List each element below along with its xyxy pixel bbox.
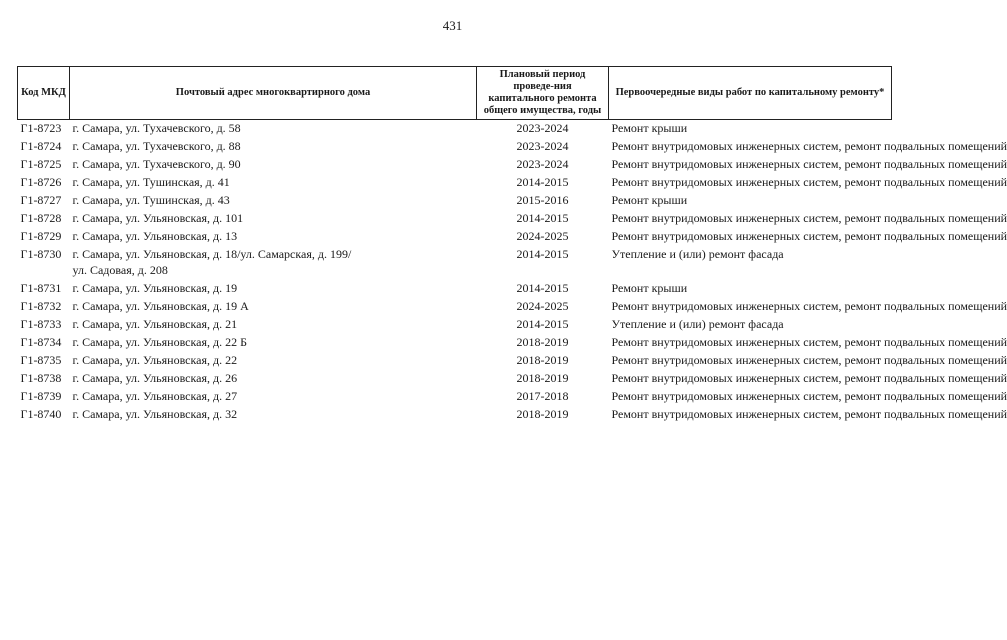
table-row xyxy=(18,388,892,406)
cell-period: 2023-2024 xyxy=(516,157,569,171)
cell-works: Ремонт внутридомовых инженерных систем, ремонт подвальных помещений xyxy=(611,371,1007,385)
cell-works: Ремонт внутридомовых инженерных систем, ремонт подвальных помещений xyxy=(611,353,1007,367)
cell-address: г. Самара, ул. Ульяновская, д. 26 xyxy=(72,371,238,385)
header-address: Почтовый адрес многоквартирного дома xyxy=(70,67,477,120)
cell-address: г. Самара, ул. Ульяновская, д. 101 xyxy=(72,211,244,225)
cell-period: 2023-2024 xyxy=(516,121,569,135)
cell-address: г. Самара, ул. Ульяновская, д. 18/ул. Самарская, д. 199/ ул. Садовая, д. 208 xyxy=(72,247,352,277)
cell-address: г. Самара, ул. Тухачевского, д. 58 xyxy=(72,121,241,135)
table-row xyxy=(18,138,892,156)
cell-period: 2014-2015 xyxy=(516,247,569,261)
cell-address: г. Самара, ул. Тухачевского, д. 90 xyxy=(72,157,241,171)
table-row xyxy=(18,156,892,174)
cell-code: Г1-8724 xyxy=(20,139,62,153)
cell-code: Г1-8733 xyxy=(20,317,62,331)
cell-code: Г1-8740 xyxy=(20,407,62,421)
cell-period: 2024-2025 xyxy=(516,299,569,313)
table-row xyxy=(18,406,892,424)
cell-code: Г1-8731 xyxy=(20,281,62,295)
cell-address: г. Самара, ул. Ульяновская, д. 22 xyxy=(72,353,238,367)
cell-code: Г1-8730 xyxy=(20,247,62,261)
cell-works: Ремонт крыши xyxy=(611,121,688,135)
cell-period: 2023-2024 xyxy=(516,139,569,153)
cell-period: 2018-2019 xyxy=(516,371,569,385)
cell-works: Утепление и (или) ремонт фасада xyxy=(611,247,784,261)
cell-code: Г1-8723 xyxy=(20,121,62,135)
table-header xyxy=(18,67,892,120)
cell-code: Г1-8734 xyxy=(20,335,62,349)
cell-address: г. Самара, ул. Ульяновская, д. 21 xyxy=(72,317,238,331)
cell-address: г. Самара, ул. Тухачевского, д. 88 xyxy=(72,139,241,153)
table-row xyxy=(18,192,892,210)
table-row xyxy=(18,334,892,352)
cell-code: Г1-8738 xyxy=(20,371,62,385)
cell-code: Г1-8729 xyxy=(20,229,62,243)
table-row xyxy=(18,210,892,228)
cell-code: Г1-8727 xyxy=(20,193,62,207)
cell-works: Ремонт внутридомовых инженерных систем, ремонт подвальных помещений xyxy=(611,335,1007,349)
cell-address: г. Самара, ул. Ульяновская, д. 19 А xyxy=(72,299,249,313)
table-row xyxy=(18,298,892,316)
cell-works: Ремонт внутридомовых инженерных систем, ремонт подвальных помещений xyxy=(611,299,1007,313)
cell-code: Г1-8732 xyxy=(20,299,62,313)
cell-works: Ремонт внутридомовых инженерных систем, ремонт подвальных помещений xyxy=(611,211,1007,225)
cell-address: г. Самара, ул. Тушинская, д. 41 xyxy=(72,175,230,189)
table-row xyxy=(18,120,892,139)
cell-code: Г1-8728 xyxy=(20,211,62,225)
housing-repair-table xyxy=(17,66,1007,424)
cell-address: г. Самара, ул. Ульяновская, д. 32 xyxy=(72,407,238,421)
table-row xyxy=(18,280,892,298)
cell-works: Ремонт внутридомовых инженерных систем, ремонт подвальных помещений xyxy=(611,157,1007,171)
cell-works: Ремонт крыши xyxy=(611,193,688,207)
cell-address: г. Самара, ул. Ульяновская, д. 19 xyxy=(72,281,238,295)
cell-works: Ремонт внутридомовых инженерных систем, ремонт подвальных помещений xyxy=(611,407,1007,421)
page-number: 431 xyxy=(442,18,463,33)
cell-period: 2017-2018 xyxy=(516,389,569,403)
cell-period: 2014-2015 xyxy=(516,317,569,331)
cell-works: Ремонт внутридомовых инженерных систем, ремонт подвальных помещений xyxy=(611,229,1007,243)
cell-code: Г1-8735 xyxy=(20,353,62,367)
table-row xyxy=(18,246,892,280)
cell-works: Утепление и (или) ремонт фасада xyxy=(611,317,784,331)
cell-address: г. Самара, ул. Ульяновская, д. 22 Б xyxy=(72,335,247,349)
table-row xyxy=(18,370,892,388)
cell-works: Ремонт крыши xyxy=(611,281,688,295)
cell-period: 2014-2015 xyxy=(516,175,569,189)
header-code: Код МКД xyxy=(18,67,70,120)
table-row xyxy=(18,316,892,334)
cell-works: Ремонт внутридомовых инженерных систем, ремонт подвальных помещений xyxy=(611,389,1007,403)
cell-code: Г1-8725 xyxy=(20,157,62,171)
cell-period: 2018-2019 xyxy=(516,335,569,349)
cell-works: Ремонт внутридомовых инженерных систем, ремонт подвальных помещений xyxy=(611,175,1007,189)
cell-period: 2018-2019 xyxy=(516,407,569,421)
cell-code: Г1-8726 xyxy=(20,175,62,189)
cell-address: г. Самара, ул. Ульяновская, д. 13 xyxy=(72,229,238,243)
table-body xyxy=(18,120,1007,425)
cell-works: Ремонт внутридомовых инженерных систем, ремонт подвальных помещений xyxy=(611,139,1007,153)
cell-period: 2015-2016 xyxy=(516,193,569,207)
table-row xyxy=(18,352,892,370)
cell-period: 2014-2015 xyxy=(516,211,569,225)
cell-period: 2014-2015 xyxy=(516,281,569,295)
table-row xyxy=(18,174,892,192)
cell-address: г. Самара, ул. Ульяновская, д. 27 xyxy=(72,389,238,403)
header-period: Плановый период проведе-ния капитального ремонта общего имущества, годы xyxy=(477,67,609,120)
cell-address: г. Самара, ул. Тушинская, д. 43 xyxy=(72,193,230,207)
cell-period: 2018-2019 xyxy=(516,353,569,367)
header-works: Первоочередные виды работ по капитальному ремонту* xyxy=(609,67,892,120)
table-row xyxy=(18,228,892,246)
cell-code: Г1-8739 xyxy=(20,389,62,403)
cell-period: 2024-2025 xyxy=(516,229,569,243)
